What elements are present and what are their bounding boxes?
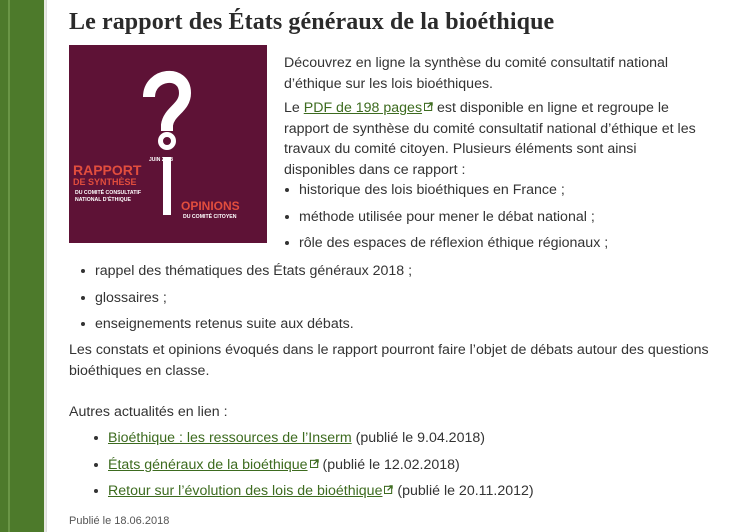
bullet-icon	[94, 436, 98, 440]
question-mark-ring	[161, 135, 174, 148]
published-date: Publié le 18.06.2018	[69, 515, 170, 527]
related-link-inserm[interactable]: Bioéthique : les ressources de l’Inserm	[108, 430, 352, 446]
report-cover-artwork	[69, 45, 267, 243]
cover-date: JUIN 2018	[149, 157, 173, 163]
external-link-icon	[310, 459, 319, 468]
pdf-paragraph	[284, 98, 704, 180]
bullet-icon	[285, 215, 289, 219]
bullet-icon	[94, 463, 98, 467]
related-date: (publié le 9.04.2018)	[351, 430, 485, 446]
bullet-icon	[94, 489, 98, 493]
bullet-icon	[81, 296, 85, 300]
pdf-link[interactable]: PDF de 198 pages	[303, 100, 423, 116]
pdf-prefix: Le	[284, 100, 304, 116]
left-green-stripe	[8, 0, 10, 532]
bullet-icon	[285, 241, 289, 245]
pdf-suffix: est disponible en ligne et regroupe le rapport de synthèse du comité consultatif national d’éthique et les travaux du comité citoyen. Plusieurs éléments sont ainsi disponibles dans ce rapport :	[284, 100, 696, 178]
cover-opinions: OPINIONS	[181, 199, 240, 213]
question-mark-bar	[163, 157, 171, 215]
external-link-icon	[424, 102, 433, 111]
related-date: (publié le 20.11.2012)	[393, 483, 534, 499]
related-link-etats-generaux[interactable]: États généraux de la bioéthique	[108, 456, 308, 473]
constats-paragraph: Les constats et opinions évoqués dans le rapport pourront faire l’objet de débats autour des questions bioéthiques en classe.	[69, 342, 709, 379]
bullet-icon	[285, 188, 289, 192]
question-mark-hook	[149, 77, 185, 131]
article-content: Le rapport des États généraux de la bioéthique JUIN 2018 RAPPORT DE SYNTHÈSE DU COMITÉ CONSULTATIF NATIONAL D’ÉTHIQUE OPINIONS DU COMITÉ CITOYEN Découvrez en ligne la synthèse du comité consultatif national d’éthique sur les lois bioéthiques. Le PDF de 198 pages est disponible en ligne et regroupe le rapport de synthèse du comité consultatif national d’éthique et les travaux du comité citoyen. Plusieurs éléments sont ainsi disponibles dans ce rapport : historique des lois bioéthiques en France ; méthode utilisée pour mener le débat national ; rôle des espaces de réflexion éthique régionaux ; rappel des thématiques des États généraux 2018 ; glossaires ; enseignements retenus suite aux débats. Les constats et opinions évoqués dans le rapport pourront faire l’objet de débats autour des questions bioéthiques en classe. Autres actualités en lien : Bioéthique : les ressources de l’Inserm (publié le 9.04.2018) États généraux de la bioéthique (publié le 12.02.2018) Retour sur l’évolution des lois de bioéthique (publié le 20.11.2012) Publié le 18.06.2018	[46, 0, 731, 532]
report-cover-image	[69, 45, 267, 243]
left-green-border	[0, 0, 44, 532]
intro-paragraph: Découvrez en ligne la synthèse du comité consultatif national d’éthique sur les lois bioéthiques.	[284, 55, 669, 92]
cover-de-synthese: DE SYNTHÈSE	[73, 177, 137, 187]
cover-rapport: RAPPORT	[73, 162, 142, 178]
cover-comite-line1: DU COMITÉ CONSULTATIF	[75, 190, 141, 196]
cover-comite-citoyen: DU COMITÉ CITOYEN	[183, 214, 237, 220]
bullet-icon	[81, 322, 85, 326]
related-link-evolution-lois[interactable]: Retour sur l’évolution des lois de bioéthique	[108, 483, 383, 499]
cover-comite-line2: NATIONAL D’ÉTHIQUE	[75, 197, 132, 203]
article-title: Le rapport des États généraux de la bioéthique	[69, 9, 555, 35]
bullet-icon	[81, 269, 85, 273]
related-date: (publié le 12.02.2018)	[318, 456, 460, 473]
related-heading: Autres actualités en lien :	[69, 404, 228, 420]
